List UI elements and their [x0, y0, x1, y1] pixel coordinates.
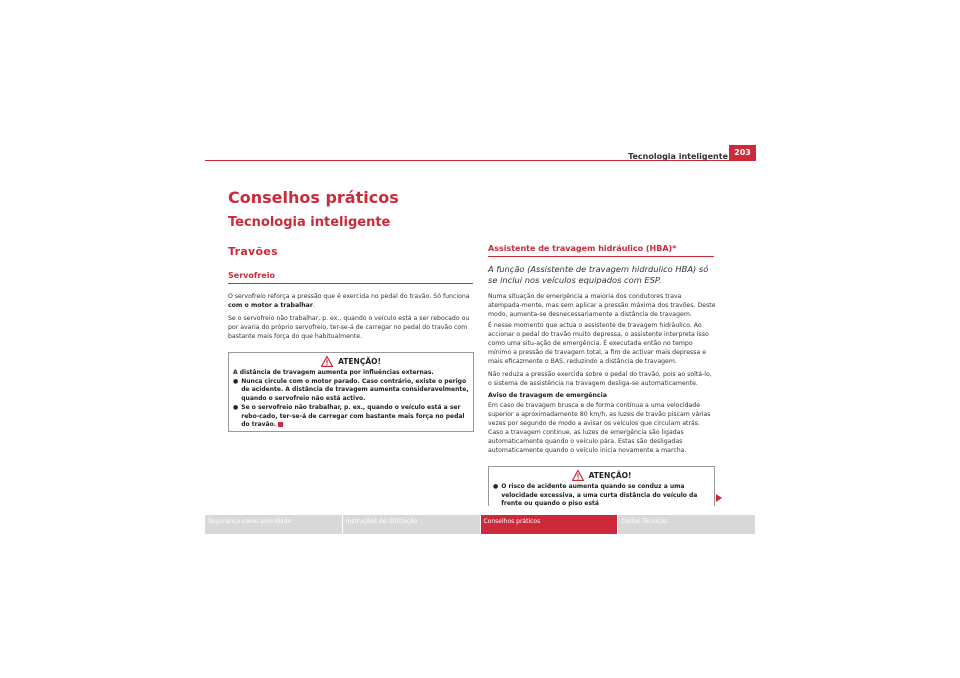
bullet-icon: ● [233, 377, 239, 385]
p1-end: . [312, 302, 315, 309]
footer-nav [205, 515, 755, 534]
bullet-icon: ● [233, 403, 239, 411]
page-number: 203 [729, 145, 756, 161]
p1-bold: com o motor a trabalhar [228, 302, 313, 309]
hba-heading: Assistente de travagem hidráulico (HBA)* [488, 244, 677, 253]
warning-bullet-text: Nunca circule com o motor parado. Caso contrário, existe o perigo de acidente. A distância de travagem aumenta consideravelmente, quando o servofreio não está activo. [241, 377, 469, 403]
warning-box-hba [488, 466, 715, 506]
warning-bullet [233, 378, 469, 404]
servofreio-heading-rule [228, 283, 473, 284]
footer-tab-instrucoes[interactable]: Instruções de Utilização [343, 515, 481, 534]
warning-header [489, 467, 714, 483]
footer-tab-dados[interactable]: Dados Técnicos [621, 518, 668, 525]
hba-paragraph-4: Em caso de travagem brusca e de forma contínua a uma velocidade superior a aproximadamente 80 km/h, as luzes de travão piscam várias vezes por segundo de modo a avisar os veículos que circulam atrás. Caso a travagem continue, as luzes de emergência são ligadas automaticamente quando o veículo pára. Estas são desligadas automaticamente quando o veículo inicia novamente a marcha. [488, 402, 711, 454]
warning-title: ATENÇÃO! [588, 470, 632, 480]
subsection-title: Travões [228, 245, 278, 258]
warning-body [489, 483, 714, 509]
warning-intro: A distância de travagem aumenta por influências externas. [233, 369, 434, 376]
servofreio-heading: Servofreio [228, 271, 275, 280]
warning-bullet-text: Se o servofreio não trabalhar, p. ex., quando o veículo está a ser rebo-cado, ter-se-á de carregar com bastante mais força no pedal do travão. [241, 403, 465, 429]
hba-paragraph-2: É nesse momento que actua o assistente de travagem hidráulico. Ao accionar o pedal do travão muito depressa, o assistente interpreta isso como uma situ-ação de emergência. É executada então no tempo mínimo a pressão de travagem total, a fim de activar mais depressa e mais eficazmente o BAS, reduzindo a distância de travagem. [488, 322, 709, 365]
continue-arrow-icon [716, 494, 722, 502]
warning-box-servofreio [228, 352, 474, 432]
servofreio-paragraph-1 [228, 292, 473, 310]
section-end-icon [278, 422, 283, 427]
footer-tab-conselhos[interactable]: Conselhos práticos [481, 515, 619, 534]
running-header-title: Tecnologia inteligente [628, 152, 728, 161]
bullet-icon: ● [493, 483, 499, 490]
servofreio-paragraph-2: Se o servofreio não trabalhar, p. ex., quando o veículo está a ser rebocado ou por avaria do próprio servofreio, ter-se-á de carregar no pedal do travão com bastante mais força do que habitualmente. [228, 315, 470, 340]
warning-body [229, 369, 473, 430]
warning-title: ATENÇÃO! [338, 356, 381, 366]
warning-bullet-text: O risco de acidente aumenta quando se conduz a uma velocidade excessiva, a uma curta distância do veículo da frente ou quando o piso está [501, 483, 698, 508]
warning-triangle-icon [572, 470, 584, 481]
warning-triangle-icon [321, 356, 333, 367]
hba-heading-rule [488, 256, 714, 257]
hba-lead-text: A função (Assistente de travagem hidrdulico HBA) só se inclui nos veículos equipados com ESP. [488, 264, 709, 285]
warning-bullet [233, 404, 469, 430]
warning-header [229, 353, 473, 369]
hba-paragraph-3: Não reduza a pressão exercida sobre o pedal do travão, pois ao soltá-lo, o sistema de assistência na travagem desliga-se automaticamente. [488, 371, 712, 387]
footer-tab-seguranca[interactable]: Segurança como prioridade [205, 515, 343, 534]
warning-bullet [493, 483, 710, 509]
emergency-brake-heading: Aviso de travagem de emergência [488, 392, 607, 399]
p1-text: O servofreio reforça a pressão que é exercida no pedal do travão. Só funciona [228, 293, 470, 300]
section-title: Tecnologia inteligente [228, 215, 391, 230]
hba-paragraph-1: Numa situação de emergência a maioria dos condutores trava atempada-mente, mas sem aplicar a pressão máxima dos travões. Deste modo, aumenta-se desnecessariamente a distância de travagem. [488, 293, 716, 318]
warning-bullet-text-wrap [241, 404, 469, 430]
chapter-title: Conselhos práticos [228, 188, 399, 207]
